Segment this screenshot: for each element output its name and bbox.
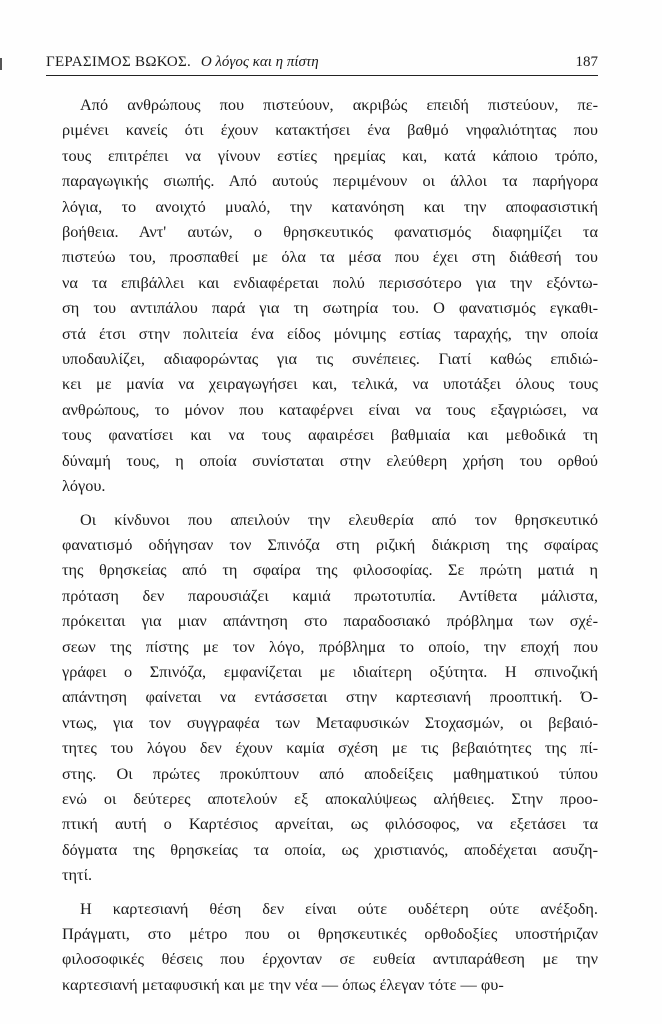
paragraph [62, 92, 598, 499]
text-line: ντως, για τον συγγραφέα των Μεταφυσικών Στοχασμών, οι βεβαιό- [62, 712, 598, 732]
text-line: καρτεσιανή μεταφυσική και με την νέα — όπως έλεγαν τότε — φυ- [62, 974, 504, 994]
page-number: 187 [575, 54, 598, 70]
text-line: ριμένει κανείς ότι έχουν κατακτήσει ένα βαθμό νηφαλιότητας που [62, 120, 598, 140]
text-line: στης. Οι πρώτες προκύπτουν από αποδείξεις μαθηματικού τύπου [62, 763, 598, 783]
text-line: τους φανατίσει και να τους αφαιρέσει βαθμιαία και μεθοδικά τη [62, 425, 598, 445]
paragraph [62, 896, 598, 998]
margin-mark [0, 58, 2, 70]
text-line: πρόκειται για μιαν απάντηση στο παραδοσιακό πρόβλημα των σχέ- [62, 611, 598, 631]
header-author: ΓΕΡΑΣΙΜΟΣ ΒΩΚΟΣ. [46, 54, 192, 70]
text-line: πιστεύω του, προσπαθεί με όλα τα μέσα που έχει στη διάθεσή του [62, 247, 598, 267]
running-header [46, 52, 598, 74]
text-line: φανατισμό οδήγησαν τον Σπινόζα στη ριζική διάκριση της σφαίρας [62, 534, 598, 554]
text-line: Η καρτεσιανή θέση δεν είναι ούτε ουδέτερη ούτε ανέξοδη. [80, 898, 598, 918]
text-line: παραγωγικής σιωπής. Από αυτούς περιμένουν οι άλλοι τα παρήγορα [62, 171, 598, 191]
text-line: να τα επιβάλλει και ενδιαφέρεται πολύ περισσότερο για την εξόντω- [62, 272, 598, 292]
text-line: πτική αυτή ο Καρτέσιος αρνείται, ως φιλόσοφος, να εξετάσει τα [62, 814, 598, 834]
text-line: πρόταση δεν παρουσιάζει καμιά πρωτοτυπία. Αντίθετα μάλιστα, [62, 585, 598, 605]
text-line: στά έτσι στην πολιτεία ένα είδος μόνιμης εστίας ταραχής, την οποία [62, 323, 598, 343]
header-title: Ο λόγος και η πίστη [200, 54, 319, 70]
text-line: κει με μανία να χειραγωγήσει και, τελικά, να υποτάξει όλους τους [62, 374, 598, 394]
text-line: τους επιτρέπει να γίνουν εστίες ηρεμίας και, κατά κάποιο τρόπο, [62, 145, 598, 165]
header-rule [46, 75, 598, 76]
text-line: ση του αντιπάλου παρά για τη σωτηρία του. Ο φανατισμός εγκαθι- [62, 298, 598, 318]
text-line: λόγια, το ανοιχτό μυαλό, την κατανόηση και την αποφασιστική [62, 196, 598, 216]
body-text [62, 92, 598, 997]
text-line: Από ανθρώπους που πιστεύουν, ακριβώς επειδή πιστεύουν, πε- [80, 95, 598, 114]
text-line: δύναμή τους, η οποία συνίσταται στην ελεύθερη χρήση του ορθού [62, 450, 598, 470]
text-line: γράφει ο Σπινόζα, εμφανίζεται με ιδιαίτερη οξύτητα. Η σπινοζική [62, 661, 598, 681]
text-line: φιλοσοφικές θέσεις που έρχονταν σε ευθεία αντιπαράθεση με την [62, 949, 598, 969]
text-line: δόγματα της θρησκείας τα οποία, ως χριστιανός, αποδέχεται ασυζη- [62, 839, 598, 859]
text-line: ενώ οι δεύτερες αποτελούν εξ αποκαλύψεως αλήθειες. Στην προο- [62, 788, 598, 808]
text-line: τητί. [62, 865, 93, 885]
text-line: λόγου. [62, 476, 106, 496]
text-line: τητες του λόγου δεν έχουν καμία σχέση με τις βεβαιότητες της πί- [62, 738, 598, 758]
text-line: βοήθεια. Αντ' αυτών, ο θρησκευτικός φανατισμός διαφημίζει τα [62, 222, 598, 242]
text-line: σεων της πίστης με τον λόγο, πρόβλημα το οποίο, την εποχή που [62, 636, 598, 656]
text-line: Πράγματι, στο μέτρο που οι θρησκευτικές ορθοδοξίες υποστήριζαν [62, 924, 598, 943]
text-line: ανθρώπους, το μόνον που καταφέρνει είναι να τους εξαγριώσει, να [62, 399, 598, 419]
text-line: απάντηση φαίνεται να εντάσσεται στην καρτεσιανή προοπτική. Ό- [62, 687, 598, 707]
text-line: της θρησκείας από τη σφαίρα της φιλοσοφίας. Σε πρώτη ματιά η [62, 560, 598, 580]
text-line: Οι κίνδυνοι που απειλούν την ελευθερία από τον θρησκευτικό [80, 509, 598, 529]
paragraph [62, 507, 598, 888]
text-line: υποδαυλίζει, αδιαφορώντας για τις συνέπειες. Γιατί καθώς επιδιώ- [62, 349, 598, 369]
